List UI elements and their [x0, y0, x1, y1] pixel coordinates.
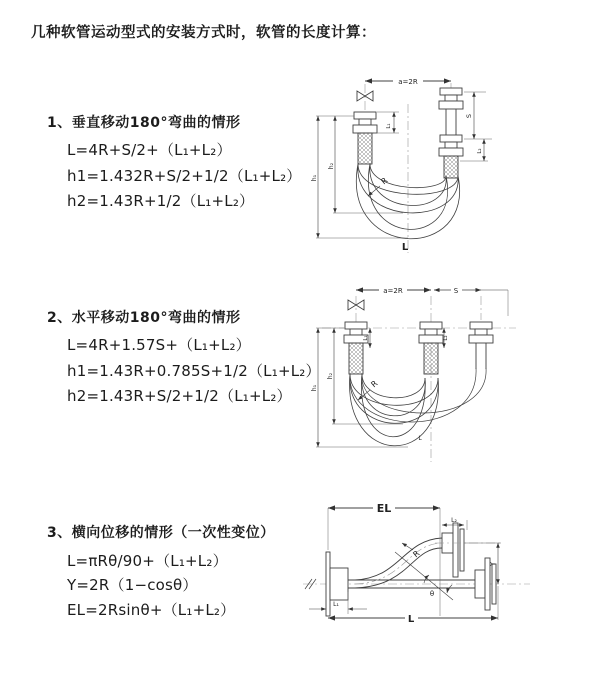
dim-label-l1: L₁	[333, 601, 339, 608]
braided-hose-right	[444, 156, 458, 178]
dim-label-h2: h₂	[327, 372, 334, 380]
length-label: L	[407, 614, 415, 625]
dim-label-a2r: a=2R	[398, 78, 418, 86]
section-2-formula-h1: h1=1.43R+0.785S+1/2（L₁+L₂）	[67, 362, 321, 380]
section-2-formula-h2: h2=1.43R+S/2+1/2（L₁+L₂）	[67, 387, 292, 405]
theta-arc-right	[447, 585, 452, 593]
section-1-formula-h2: h2=1.43R+1/2（L₁+L₂）	[67, 192, 255, 210]
braided-hose-2	[424, 343, 438, 374]
dim-label-l2: L₂	[477, 148, 483, 154]
section-3-heading: 3、横向位移的情形（一次性变位）	[47, 525, 275, 541]
right-pipe-fitting	[439, 88, 463, 156]
dim-label-a2r: a=2R	[383, 287, 403, 295]
fitting-3	[469, 322, 493, 369]
radius-arrow	[402, 543, 413, 550]
length-label: L	[418, 435, 422, 442]
dim-label-l2: L₂	[451, 517, 457, 524]
section-1-formula-l: L=4R+S/2+（L₁+L₂）	[67, 141, 232, 159]
section-2-heading: 2、水平移动180°弯曲的情形	[47, 310, 241, 326]
dim-label-y: Y	[489, 561, 497, 567]
left-pipe-fitting	[353, 112, 377, 133]
section-1-formula-h1: h1=1.432R+S/2+1/2（L₁+L₂）	[67, 167, 302, 185]
radius-label: R	[369, 378, 380, 390]
dim-label-s: S	[453, 287, 459, 295]
braided-hose-1	[349, 343, 363, 374]
upper-flange	[442, 523, 464, 577]
section-3-formula-y: Y=2R（1−cosθ）	[67, 576, 198, 594]
fitting-2	[419, 322, 443, 343]
angle-label: θ	[429, 590, 435, 598]
dim-label-h1: h₁	[311, 174, 318, 182]
dim-label-l1: L₁	[386, 123, 392, 129]
section-1-heading: 1、垂直移动180°弯曲的情形	[47, 115, 241, 131]
theta-arc-left	[424, 575, 429, 583]
dim-label-l1: L₁	[363, 335, 369, 341]
radius-label: R	[379, 175, 390, 187]
length-label: L	[401, 242, 409, 253]
diagram-lateral-displacement	[295, 496, 595, 658]
radius-line	[395, 552, 453, 600]
section-2-formula-l: L=4R+1.57S+（L₁+L₂）	[67, 336, 251, 354]
dim-label-h2: h₂	[328, 162, 335, 170]
radius-arrow	[358, 390, 370, 400]
diagram-vertical-180-bend	[308, 66, 593, 260]
page-title: 几种软管运动型式的安装方式时，软管的长度计算：	[31, 25, 376, 41]
hose-s-curve	[355, 538, 442, 588]
section-3-formula-el: EL=2Rsinθ+（L₁+L₂）	[67, 601, 236, 619]
dim-label-h1: h₁	[311, 384, 318, 392]
diagram-horizontal-180-bend	[308, 276, 593, 472]
braided-hose-left	[358, 133, 372, 164]
radius-label: R	[411, 548, 422, 560]
section-3-formula-l: L=πRθ/90+（L₁+L₂）	[67, 552, 228, 570]
dim-label-s: S	[465, 113, 473, 119]
dim-label-el: EL	[376, 502, 392, 515]
dim-label-l2: L₂	[443, 335, 449, 341]
hose-u-arcs-moved	[350, 368, 486, 422]
